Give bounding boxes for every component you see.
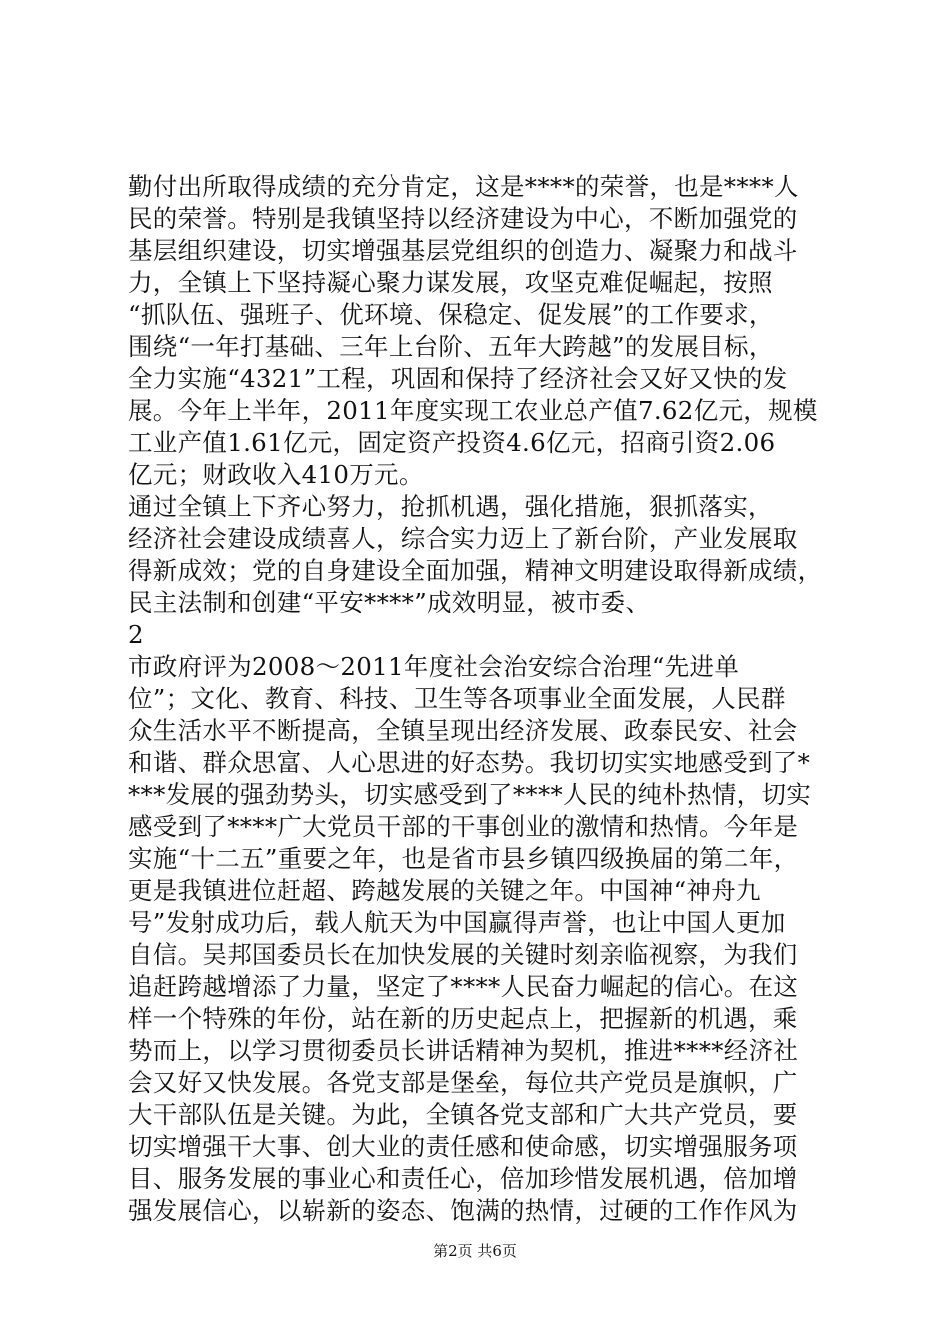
text-line: 围绕“一年打基础、三年上台阶、五年大跨越”的发展目标， [128, 332, 774, 361]
text-line: 追赶跨越增添了力量，坚定了****人民奋力崛起的信心。在这 [128, 972, 799, 1001]
text-line: 亿元；财政收入410万元。 [128, 460, 424, 489]
text-line: 力，全镇上下坚持凝心聚力谋发展，攻坚克难促崛起，按照 [128, 268, 773, 297]
text-line: 切实增强干大事、创大业的责任感和使命感，切实增强服务项 [128, 1132, 798, 1161]
text-line: 大干部队伍是关键。为此，全镇各党支部和广大共产党员，要 [128, 1100, 798, 1129]
inline-page-number: 2 [128, 620, 144, 649]
text-line: 实施“十二五”重要之年，也是省市县乡镇四级换届的第二年， [128, 844, 799, 873]
text-line: 感受到了****广大党员干部的干事创业的激情和热情。今年是 [128, 812, 799, 841]
text-line: 目、服务发展的事业心和责任心，倍加珍惜发展机遇，倍加增 [128, 1164, 798, 1193]
text-line: 通过全镇上下齐心努力，抢抓机遇，强化措施，狠抓落实， [128, 492, 773, 521]
text-line: 位”；文化、教育、科技、卫生等各项事业全面发展，人民群 [128, 684, 786, 713]
text-line: 样一个特殊的年份，站在新的历史起点上，把握新的机遇，乘 [128, 1004, 798, 1033]
text-line: 势而上，以学习贯彻委员长讲话精神为契机，推进****经济社 [128, 1036, 799, 1065]
text-line: 经济社会建设成绩喜人，综合实力迈上了新台阶，产业发展取 [128, 524, 798, 553]
text-line: 市政府评为2008～2011年度社会治安综合治理“先进单 [128, 652, 740, 681]
text-line: 自信。吴邦国委员长在加快发展的关键时刻亲临视察，为我们 [128, 940, 798, 969]
page-footer: 第2页 共6页 [433, 1242, 517, 1260]
text-line: 众生活水平不断提高，全镇呈现出经济发展、政泰民安、社会 [128, 716, 798, 745]
text-line: 勤付出所取得成绩的充分肯定，这是****的荣誉，也是****人 [128, 172, 799, 201]
text-line: 会又好又快发展。各党支部是堡垒，每位共产党员是旗帜，广 [128, 1068, 798, 1097]
text-line: 号”发射成功后，载人航天为中国赢得声誉，也让中国人更加 [128, 908, 786, 937]
text-line: 更是我镇进位赶超、跨越发展的关键之年。中国神“神舟九 [128, 876, 761, 905]
text-line: 基层组织建设，切实增强基层党组织的创造力、凝聚力和战斗 [128, 236, 798, 265]
text-line: ***发展的强劲势头，切实感受到了****人民的纯朴热情，切实 [128, 780, 812, 809]
text-line: 展。今年上半年，2011年度实现工农业总产值7.62亿元，规模 [128, 396, 818, 425]
text-line: “抓队伍、强班子、优环境、保稳定、促发展”的工作要求， [128, 300, 774, 329]
text-line: 得新成效；党的自身建设全面加强，精神文明建设取得新成绩， [128, 556, 823, 585]
text-line: 全力实施“4321”工程，巩固和保持了经济社会又好又快的发 [128, 364, 788, 393]
text-line: 强发展信心，以崭新的姿态、饱满的热情，过硬的工作作风为 [128, 1196, 798, 1225]
text-line: 民主法制和创建“平安****”成效明显，被市委、 [128, 588, 651, 617]
text-line: 工业产值1.61亿元，固定资产投资4.6亿元，招商引资2.06 [128, 428, 776, 457]
text-line: 民的荣誉。特别是我镇坚持以经济建设为中心，不断加强党的 [128, 204, 798, 233]
text-line: 和谐、群众思富、人心思进的好态势。我切切实实地感受到了* [128, 748, 811, 777]
